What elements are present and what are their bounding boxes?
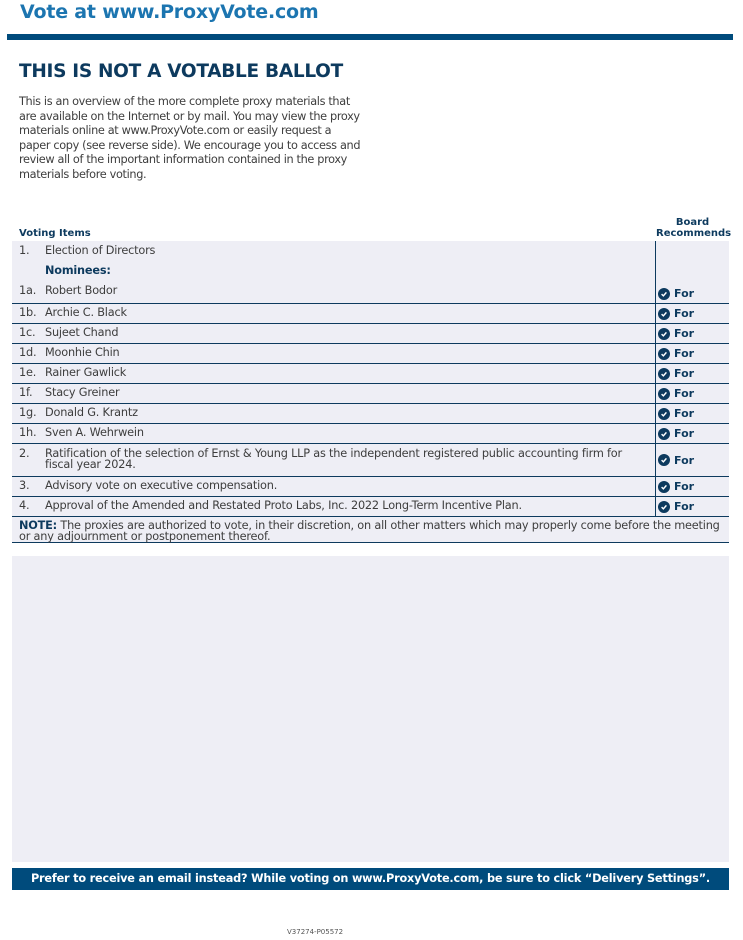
document-code: V37274-P05572 xyxy=(287,928,344,936)
check-circle-icon xyxy=(658,288,670,300)
nominee-name: Archie C. Black xyxy=(45,306,127,319)
check-circle-icon xyxy=(658,501,670,513)
note-text: The proxies are authorized to vote, in their discretion, on all other matters which may properly come before the meeting or any adjournment or postponement thereof. xyxy=(19,519,720,543)
check-circle-icon xyxy=(658,328,670,340)
item-number: 3. xyxy=(19,479,30,492)
nominee-name: Sven A. Wehrwein xyxy=(45,426,144,439)
check-circle-icon xyxy=(658,308,670,320)
board-recommendation: For xyxy=(655,424,729,443)
blank-panel xyxy=(12,556,729,862)
table-row xyxy=(12,424,729,444)
voting-items-table xyxy=(12,212,732,543)
nominees-label: Nominees: xyxy=(45,264,111,277)
table-row xyxy=(12,444,729,477)
page-title: THIS IS NOT A VOTABLE BALLOT xyxy=(19,61,343,82)
note-row xyxy=(12,517,729,543)
board-recommendation: For xyxy=(655,304,729,323)
table-header xyxy=(12,212,732,241)
email-delivery-banner: Prefer to receive an email instead? While voting on www.ProxyVote.com, be sure to click “Delivery Settings”. xyxy=(12,868,729,890)
board-recommendation: For xyxy=(655,364,729,383)
item-number: 1g. xyxy=(19,406,37,419)
note-label: NOTE: xyxy=(19,519,57,532)
item-number: 1d. xyxy=(19,346,37,359)
board-recommendation: For xyxy=(655,384,729,403)
check-circle-icon xyxy=(658,368,670,380)
nominee-name: Sujeet Chand xyxy=(45,326,119,339)
table-row xyxy=(12,364,729,384)
table-row xyxy=(12,304,729,324)
board-recommendation: For xyxy=(655,497,729,516)
check-circle-icon xyxy=(658,454,670,466)
nominee-name: Moonhie Chin xyxy=(45,346,120,359)
table-row-election xyxy=(12,241,729,304)
nominee-name: Donald G. Krantz xyxy=(45,406,138,419)
board-recommendation: For xyxy=(655,404,729,423)
check-circle-icon xyxy=(658,481,670,493)
column-header-voting-items: Voting Items xyxy=(19,228,91,239)
table-row xyxy=(12,477,729,497)
nominee-name: Stacy Greiner xyxy=(45,386,120,399)
board-recommendation: For xyxy=(655,344,729,363)
item-number: 1c. xyxy=(19,326,36,339)
item-number: 1. xyxy=(19,244,30,257)
table-row xyxy=(12,497,729,517)
column-header-board-recommends: Board Recommends xyxy=(656,217,732,239)
item-number: 1b. xyxy=(19,306,37,319)
proxyvote-site-link[interactable]: Vote at www.ProxyVote.com xyxy=(20,1,319,23)
board-recommendation: For xyxy=(655,444,729,476)
nominee-name: Robert Bodor xyxy=(45,284,118,297)
check-circle-icon xyxy=(658,348,670,360)
board-recommendation: For xyxy=(655,324,729,343)
proposal-text: Advisory vote on executive compensation. xyxy=(45,479,278,492)
table-row xyxy=(12,384,729,404)
table-row xyxy=(12,404,729,424)
item-number: 1f. xyxy=(19,386,33,399)
header-divider-bar xyxy=(7,34,733,40)
item-number: 1e. xyxy=(19,366,37,379)
proposal-text: Approval of the Amended and Restated Proto Labs, Inc. 2022 Long-Term Incentive Plan. xyxy=(45,499,522,512)
table-row xyxy=(12,344,729,364)
board-recommendation: For xyxy=(655,477,729,496)
item-number: 4. xyxy=(19,499,30,512)
intro-paragraph: This is an overview of the more complete proxy materials that are available on the Internet or by mail. You may view the proxy materials online at www.ProxyVote.com or easily request a paper copy (see reverse side). We encourage you to access and review all of the important information contained in the proxy materials before voting. xyxy=(19,95,361,181)
check-circle-icon xyxy=(658,408,670,420)
check-circle-icon xyxy=(658,388,670,400)
table-row xyxy=(12,324,729,344)
board-recommendation: For xyxy=(655,241,729,303)
nominee-name: Rainer Gawlick xyxy=(45,366,127,379)
item-number: 1h. xyxy=(19,426,37,439)
item-text: Election of Directors xyxy=(45,244,156,257)
item-number: 1a. xyxy=(19,284,37,297)
item-number: 2. xyxy=(19,447,30,460)
check-circle-icon xyxy=(658,428,670,440)
proposal-text: Ratification of the selection of Ernst & Young LLP as the independent registered public accounting firm for fiscal year 2024. xyxy=(45,447,622,471)
